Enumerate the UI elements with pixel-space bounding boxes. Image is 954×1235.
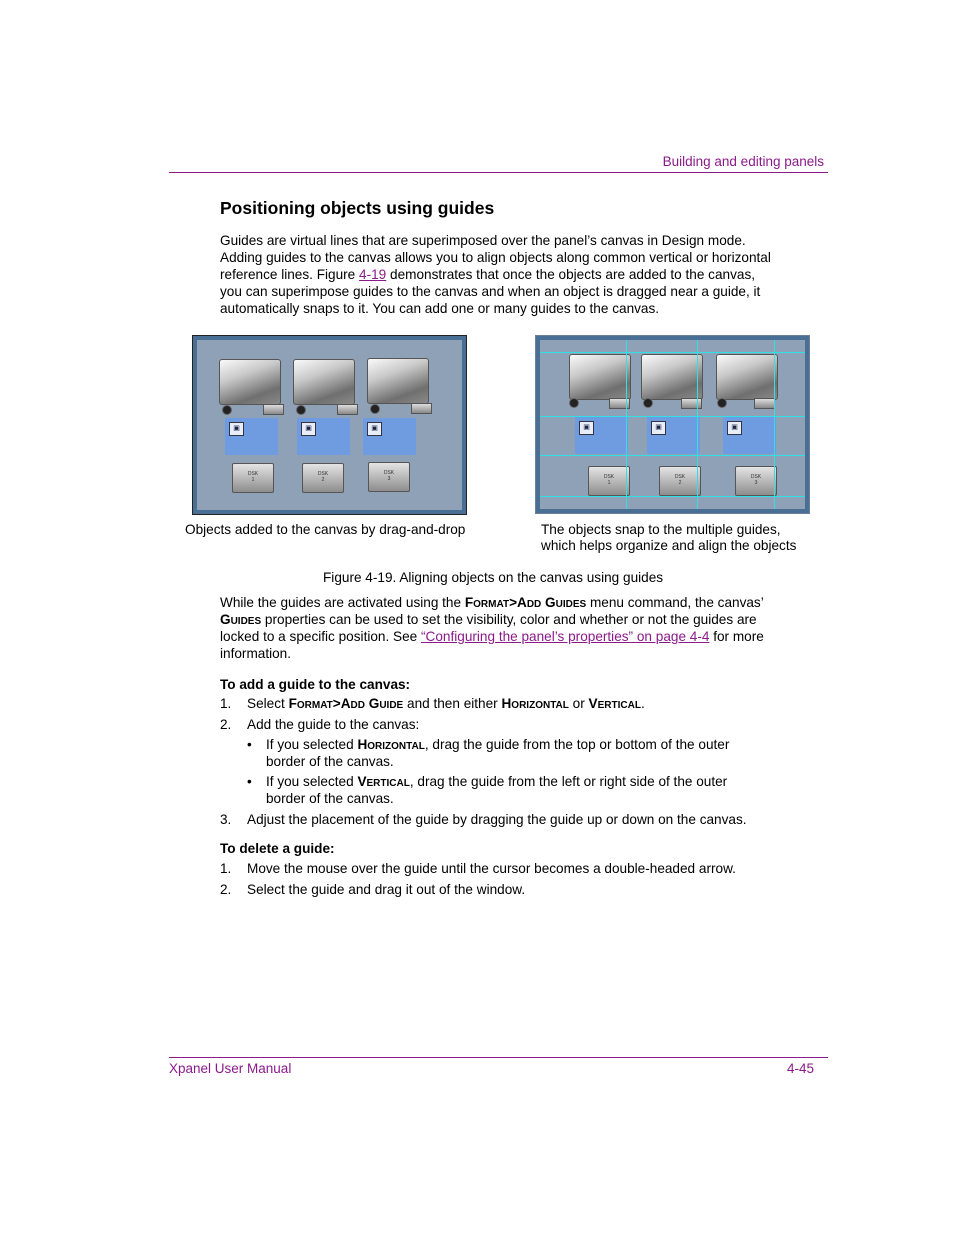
running-header: Building and editing panels <box>662 154 824 169</box>
guides-paragraph <box>220 594 780 662</box>
canvas-right <box>540 340 805 509</box>
step-text: Add the guide to the canvas: <box>247 717 420 732</box>
footer-rule <box>169 1057 828 1058</box>
step-text: Move the mouse over the guide until the cursor becomes a double-headed arrow. <box>247 861 736 876</box>
step-text: Select the guide and drag it out of the window. <box>247 882 526 897</box>
page-number: 4-45 <box>786 1061 814 1076</box>
small-button <box>263 404 284 415</box>
image-widget <box>363 418 416 455</box>
monitor-widget <box>219 359 281 405</box>
dsk-button: DSK 1 <box>588 466 630 496</box>
knob-icon <box>717 398 727 408</box>
section-title: Positioning objects using guides <box>220 198 495 218</box>
image-icon: ▣ <box>367 422 382 436</box>
figure-caption: Figure 4-19. Aligning objects on the canvas using guides <box>323 570 664 585</box>
step-text: Select Format>Add Guide and then either Horizontal or Vertical. <box>247 696 645 711</box>
image-icon: ▣ <box>301 422 316 436</box>
small-button <box>754 398 775 409</box>
menu-command: Format>Add Guides <box>464 595 587 610</box>
step-number: 2. <box>220 717 232 732</box>
knob-icon <box>222 405 232 415</box>
dsk-button: DSK 3 <box>368 462 410 492</box>
figure-link[interactable]: 4-19 <box>359 267 387 282</box>
delete-guide-heading: To delete a guide: <box>220 841 335 856</box>
intro-paragraph <box>220 232 780 317</box>
list-item <box>220 716 790 733</box>
horizontal-guide <box>540 455 805 456</box>
step-number: 1. <box>220 696 232 711</box>
step-number: 1. <box>220 861 232 876</box>
step-text: Adjust the placement of the guide by dragging the guide up or down on the canvas. <box>247 812 747 827</box>
monitor-widget <box>293 359 355 405</box>
image-widget <box>225 418 278 455</box>
right-caption-line: The objects snap to the multiple guides, <box>541 522 781 537</box>
image-icon: ▣ <box>727 421 742 435</box>
small-button <box>681 398 702 409</box>
horizontal-guide <box>540 352 805 353</box>
list-item <box>220 811 790 828</box>
knob-icon <box>370 404 380 414</box>
bullet: • <box>247 774 252 789</box>
small-button <box>411 403 432 414</box>
knob-icon <box>569 398 579 408</box>
step-number: 3. <box>220 812 232 827</box>
list-item <box>220 860 790 877</box>
header-rule <box>169 172 828 173</box>
left-figure-caption: Objects added to the canvas by drag-and-drop <box>185 522 466 537</box>
list-item <box>220 695 790 712</box>
footer-manual-title: Xpanel User Manual <box>169 1061 292 1076</box>
list-item <box>220 881 790 898</box>
guides-text: While the guides are activated using the <box>220 595 465 610</box>
dsk-button: DSK 2 <box>302 463 344 493</box>
intro-text-2: demonstrates that once the objects are added to the canvas, you can superimpose guides to the canvas and when an object is dragged near a guide, it automatically snaps to it. You can add one or many guides to the canvas. <box>220 267 761 316</box>
intro-text-1: Guides are virtual lines that are superimposed over the panel’s canvas in Design mode. Adding guides to the canvas allows you to align objects along common vertical or horizontal reference lines. Figure <box>220 233 771 282</box>
horizontal-guide <box>540 416 805 417</box>
image-widget <box>575 417 628 454</box>
dsk-button: DSK 2 <box>659 466 701 496</box>
guides-text: for more information. <box>220 629 764 661</box>
image-icon: ▣ <box>651 421 666 435</box>
vertical-guide <box>626 340 627 509</box>
property-name: Guides <box>220 612 262 627</box>
monitor-widget <box>641 354 703 400</box>
figure-left-panel <box>192 335 467 515</box>
guides-text: properties can be used to set the visibility, color and whether or not the guides are locked to a specific position. See <box>220 612 757 644</box>
bullet-item: • If you selected Vertical, drag the guide from the left or right side of the outer border of the canvas. <box>247 774 728 806</box>
monitor-widget <box>716 354 778 400</box>
step-number: 2. <box>220 882 232 897</box>
image-widget <box>647 417 700 454</box>
small-button <box>337 404 358 415</box>
right-figure-caption <box>541 522 796 554</box>
dsk-button: DSK 1 <box>232 463 274 493</box>
guides-text: menu command, the canvas’ <box>586 595 764 610</box>
cross-reference-link[interactable]: “Configuring the panel’s properties” on page 4-4 <box>421 629 710 644</box>
canvas-left <box>197 340 462 510</box>
vertical-guide <box>774 340 775 509</box>
monitor-widget <box>569 354 631 400</box>
add-guide-heading: To add a guide to the canvas: <box>220 677 411 692</box>
vertical-guide <box>697 340 698 509</box>
image-widget <box>297 418 350 455</box>
image-widget <box>723 417 776 454</box>
dsk-button: DSK 3 <box>735 466 777 496</box>
horizontal-guide <box>540 496 805 497</box>
figure-right-panel <box>535 335 810 514</box>
bullet: • <box>247 737 252 752</box>
image-icon: ▣ <box>579 421 594 435</box>
knob-icon <box>643 398 653 408</box>
right-caption-line: which helps organize and align the objects <box>541 538 797 553</box>
image-icon: ▣ <box>229 422 244 436</box>
monitor-widget <box>367 358 429 404</box>
knob-icon <box>296 405 306 415</box>
bullet-item: • If you selected Horizontal, drag the guide from the top or bottom of the outer border of the canvas. <box>247 737 730 769</box>
